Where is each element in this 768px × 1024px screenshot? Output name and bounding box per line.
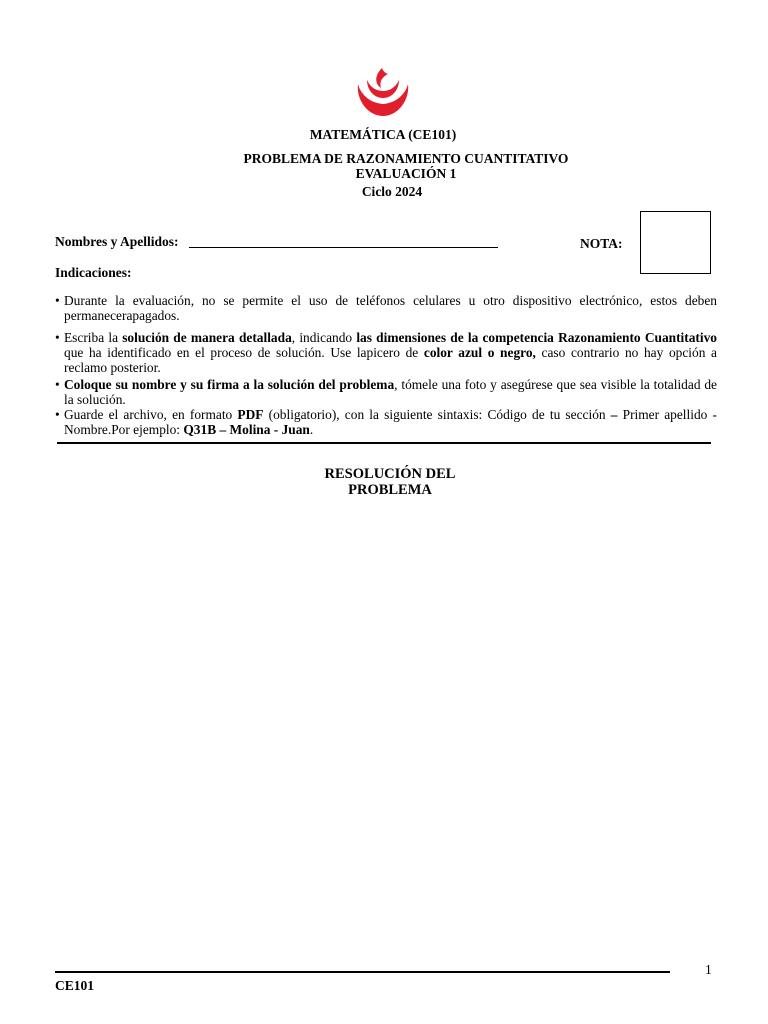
page-number: 1 <box>705 962 712 977</box>
grade-label: NOTA: <box>580 236 623 251</box>
instructions-title: Indicaciones: <box>55 265 132 280</box>
cycle: Ciclo 2024 <box>361 184 423 199</box>
footer-divider <box>55 971 670 973</box>
instruction-text-line: Durante la evaluación, no se permite el uso de teléfonos celulares u otro dispositivo electrónico, estos deben <box>64 293 717 308</box>
grade-box[interactable] <box>640 211 711 274</box>
bullet-icon: • <box>55 293 60 308</box>
instruction-text: Escriba la solución de manera detallada, indicando las dimensiones de la competencia Razonamiento Cuantitativo que ha identificado en el proceso de solución. Use lapicero de color azul o negro, caso contrario no hay opción a reclamo posterior. <box>64 330 717 375</box>
exam-type: PROBLEMA DE RAZONAMIENTO CUANTITATIVO <box>243 151 569 166</box>
footer-course-code: CE101 <box>55 978 95 993</box>
instruction-item <box>55 407 717 437</box>
instruction-item <box>55 330 717 375</box>
instruction-item <box>55 377 717 407</box>
evaluation-number: EVALUACIÓN 1 <box>355 166 457 181</box>
name-field-line[interactable] <box>189 247 498 248</box>
section-divider <box>57 442 711 444</box>
university-logo-icon <box>354 66 412 120</box>
instruction-text-line: permanecerapagados. <box>64 308 180 323</box>
instruction-item <box>55 293 717 323</box>
instruction-text: Guarde el archivo, en formato PDF (obligatorio), con la siguiente sintaxis: Código de tu sección – Primer apellido - Nombre.Por ejemplo: Q31B – Molina - Juan. <box>64 407 717 437</box>
bullet-icon: • <box>55 330 60 345</box>
resolution-title: RESOLUCIÓN DEL <box>324 466 456 482</box>
resolution-title: PROBLEMA <box>348 482 432 498</box>
bullet-icon: • <box>55 377 60 392</box>
instruction-text: Coloque su nombre y su firma a la solución del problema, tómele una foto y asegúrese que sea visible la totalidad de la solución. <box>64 377 717 407</box>
bullet-icon: • <box>55 407 60 422</box>
name-label: Nombres y Apellidos: <box>55 234 179 249</box>
course-title: MATEMÁTICA (CE101) <box>309 127 457 142</box>
